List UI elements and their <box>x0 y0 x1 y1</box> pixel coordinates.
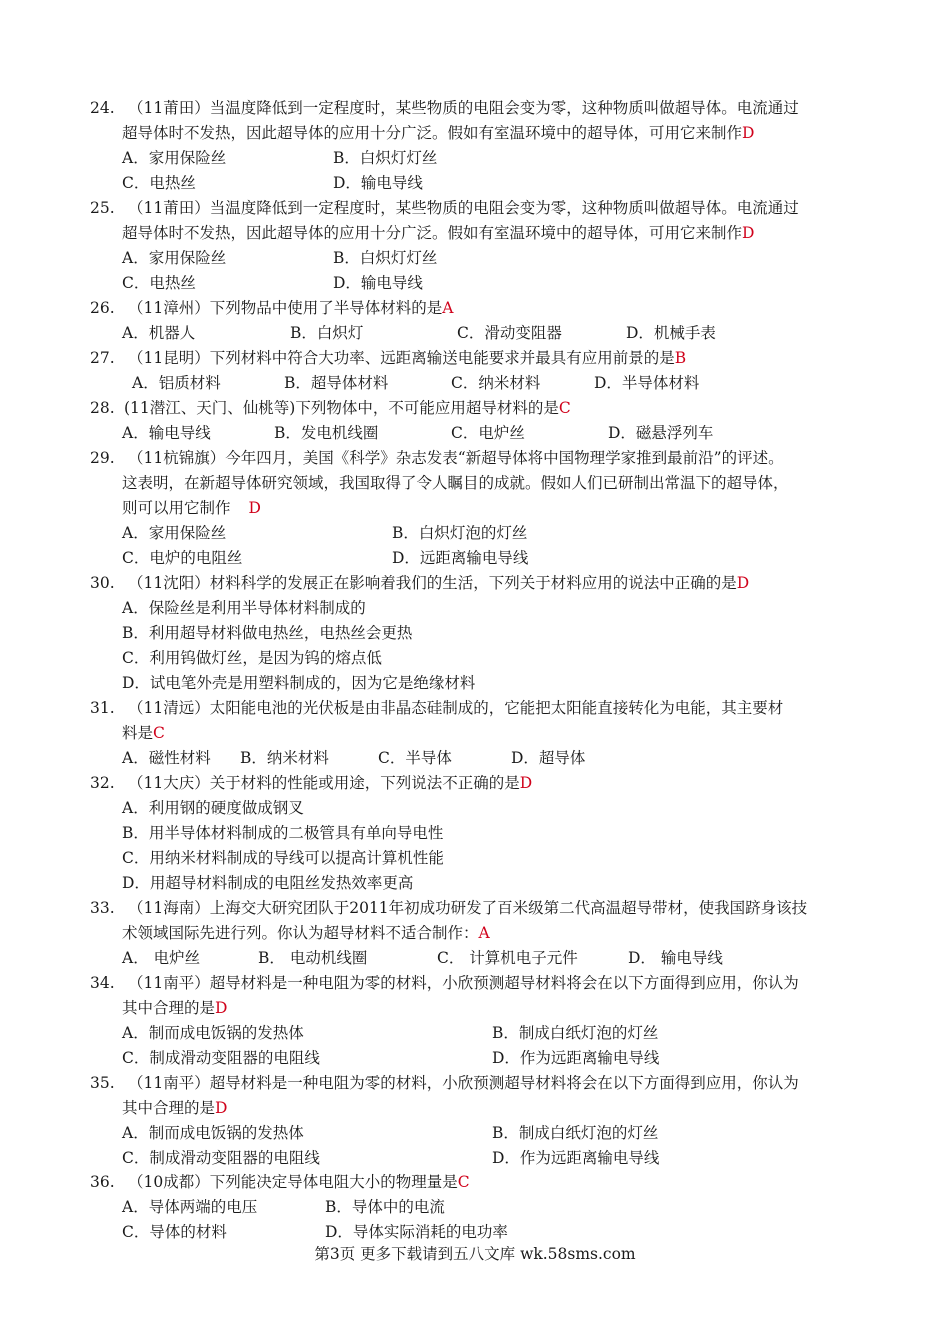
option: B．发电机线圈 <box>274 424 379 442</box>
option: C．制成滑动变阻器的电阻线 <box>122 1149 320 1167</box>
option: B．白炽灯泡的灯丝 <box>392 524 528 542</box>
question-text: （11南平）超导材料是一种电阻为零的材料，小欣预测超导材料将会在以下方面得到应用，你认为 <box>128 974 799 992</box>
option: C．电炉丝 <box>451 424 525 442</box>
option: C．纳米材料 <box>451 374 541 392</box>
answer-mark: A <box>442 299 454 317</box>
question-text-part: （11昆明）下列材料中符合大功率、远距离输送电能要求并最具有应用前景的是 <box>128 349 675 367</box>
question-text: （11南平）超导材料是一种电阻为零的材料，小欣预测超导材料将会在以下方面得到应用，你认为 <box>128 1074 799 1092</box>
question-text: （11杭锦旗）今年四月，美国《科学》杂志发表“新超导体将中国物理学家推到最前沿”的评述。 <box>128 449 784 467</box>
question-text-part: （11漳州）下列物品中使用了半导体材料的是 <box>128 299 443 317</box>
option: B．制成白纸灯泡的灯丝 <box>492 1024 659 1042</box>
option: D．超导体 <box>511 749 586 767</box>
question-text <box>122 998 227 1020</box>
question-text-part: 超导体时不发热，因此超导体的应用十分广泛。假如有室温环境中的超导体，可用它来制作 <box>122 224 743 242</box>
option: C．电热丝 <box>122 174 196 192</box>
option: A．家用保险丝 <box>122 149 227 167</box>
option: D．半导体材料 <box>594 374 700 392</box>
option: B．纳米材料 <box>240 749 329 767</box>
option: B．白炽灯 <box>290 324 364 342</box>
answer-mark: D <box>742 224 755 242</box>
answer-mark: C <box>457 1173 470 1191</box>
option: C．利用钨做灯丝，是因为钨的熔点低 <box>122 649 382 667</box>
question-text-part: 则可以用它制作 <box>122 499 231 517</box>
question-number: 24. <box>90 99 115 117</box>
answer-mark: D <box>215 1099 228 1117</box>
answer-mark: D <box>215 999 228 1017</box>
question-text <box>122 723 165 745</box>
question-text-part: (11潜江、天门、仙桃等)下列物体中，不可能应用超导材料的是 <box>124 399 559 417</box>
question-text <box>124 398 571 420</box>
option: A．磁性材料 <box>122 749 211 767</box>
question-text <box>128 773 532 795</box>
question-text-part: 料是 <box>122 724 154 742</box>
question-text-part: 术领域国际先进行列。你认为超导材料不适合制作： <box>122 924 479 942</box>
option: B． 电动机线圈 <box>258 949 368 967</box>
answer-mark: D <box>742 124 755 142</box>
option: A．保险丝是利用半导体材料制成的 <box>122 599 366 617</box>
option: D．作为远距离输电导线 <box>492 1149 660 1167</box>
question-number: 25. <box>90 199 115 217</box>
question-number: 35. <box>90 1074 115 1092</box>
page-footer: 第3页 更多下载请到五八文库 wk.58sms.com <box>314 1245 636 1263</box>
option: A． 电炉丝 <box>122 949 201 967</box>
answer-mark: B <box>674 349 687 367</box>
question-number: 30. <box>90 574 115 592</box>
option: D． 输电导线 <box>628 949 723 967</box>
question-number: 28. <box>90 399 115 417</box>
option: D．试电笔外壳是用塑料制成的，因为它是绝缘材料 <box>122 674 476 692</box>
question-text <box>122 223 754 245</box>
option: A．导体两端的电压 <box>122 1198 258 1216</box>
option: C．用纳米材料制成的导线可以提高计算机性能 <box>122 849 444 867</box>
option: A．制而成电饭锅的发热体 <box>122 1024 304 1042</box>
question-text <box>122 1098 227 1120</box>
option: D．输电导线 <box>333 174 423 192</box>
question-number: 27. <box>90 349 115 367</box>
answer-mark: A <box>478 924 490 942</box>
option: C．滑动变阻器 <box>457 324 562 342</box>
question-text-part: （11大庆）关于材料的性能或用途，下列说法不正确的是 <box>128 774 520 792</box>
question-text-part: 其中合理的是 <box>122 1099 216 1117</box>
option: D．作为远距离输电导线 <box>492 1049 660 1067</box>
question-text-part: （10成都）下列能决定导体电阻大小的物理量是 <box>128 1173 458 1191</box>
question-text <box>128 348 686 370</box>
answer-mark: D <box>248 499 261 517</box>
answer-mark: C <box>153 724 165 742</box>
option: D．导体实际消耗的电功率 <box>325 1223 508 1241</box>
question-text: （11莆田）当温度降低到一定程度时，某些物质的电阻会变为零，这种物质叫做超导体。电流通过 <box>128 199 799 217</box>
question-number: 31. <box>90 699 115 717</box>
option: A．机器人 <box>122 324 196 342</box>
option: A．家用保险丝 <box>122 524 227 542</box>
question-number: 26. <box>90 299 115 317</box>
option: D．输电导线 <box>333 274 423 292</box>
option: D．远距离输电导线 <box>392 549 529 567</box>
question-text <box>128 1172 470 1194</box>
option: B．导体中的电流 <box>325 1198 445 1216</box>
question-text: （11清远）太阳能电池的光伏板是由非晶态硅制成的，它能把太阳能直接转化为电能，其主要材 <box>128 699 784 717</box>
question-text-part: 其中合理的是 <box>122 999 216 1017</box>
answer-mark: D <box>519 774 533 792</box>
option: B．白炽灯灯丝 <box>333 149 438 167</box>
option: B．制成白纸灯泡的灯丝 <box>492 1124 659 1142</box>
answer-mark: D <box>736 574 750 592</box>
option: D．用超导材料制成的电阻丝发热效率更高 <box>122 874 414 892</box>
option: B．利用超导材料做电热丝，电热丝会更热 <box>122 624 413 642</box>
answer-mark: C <box>558 399 571 417</box>
option: C．导体的材料 <box>122 1223 227 1241</box>
option: C． 计算机电子元件 <box>437 949 578 967</box>
option: C．电热丝 <box>122 274 196 292</box>
option: A．制而成电饭锅的发热体 <box>122 1124 304 1142</box>
option: A．家用保险丝 <box>122 249 227 267</box>
option: B．用半导体材料制成的二极管具有单向导电性 <box>122 824 444 842</box>
option: C．制成滑动变阻器的电阻线 <box>122 1049 320 1067</box>
question-number: 36. <box>90 1173 115 1191</box>
question-number: 34. <box>90 974 115 992</box>
question-text: （11海南）上海交大研究团队于2011年初成功研发了百米级第二代高温超导带材，使我国跻身该技 <box>128 899 808 917</box>
option: A．铝质材料 <box>132 374 221 392</box>
option: C．半导体 <box>378 749 452 767</box>
question-text-part: （11沈阳）材料科学的发展正在影响着我们的生活，下列关于材料应用的说法中正确的是 <box>128 574 737 592</box>
question-text <box>122 498 261 520</box>
question-text-part: 超导体时不发热，因此超导体的应用十分广泛。假如有室温环境中的超导体，可用它来制作 <box>122 124 743 142</box>
question-text: 这表明，在新超导体研究领域，我国取得了令人瞩目的成就。假如人们已研制出常温下的超导体， <box>122 474 789 492</box>
option: B．白炽灯灯丝 <box>333 249 438 267</box>
question-text <box>122 923 490 945</box>
question-number: 32. <box>90 774 115 792</box>
option: A．利用钢的硬度做成钢叉 <box>122 799 304 817</box>
question-number: 29. <box>90 449 115 467</box>
question-text <box>122 123 754 145</box>
option: D．机械手表 <box>626 324 716 342</box>
question-text <box>128 573 749 595</box>
option: D．磁悬浮列车 <box>608 424 714 442</box>
question-text <box>128 298 453 320</box>
option: B．超导体材料 <box>284 374 389 392</box>
option: C．电炉的电阻丝 <box>122 549 243 567</box>
question-number: 33. <box>90 899 115 917</box>
option: A．输电导线 <box>122 424 211 442</box>
question-text: （11莆田）当温度降低到一定程度时，某些物质的电阻会变为零，这种物质叫做超导体。电流通过 <box>128 99 799 117</box>
